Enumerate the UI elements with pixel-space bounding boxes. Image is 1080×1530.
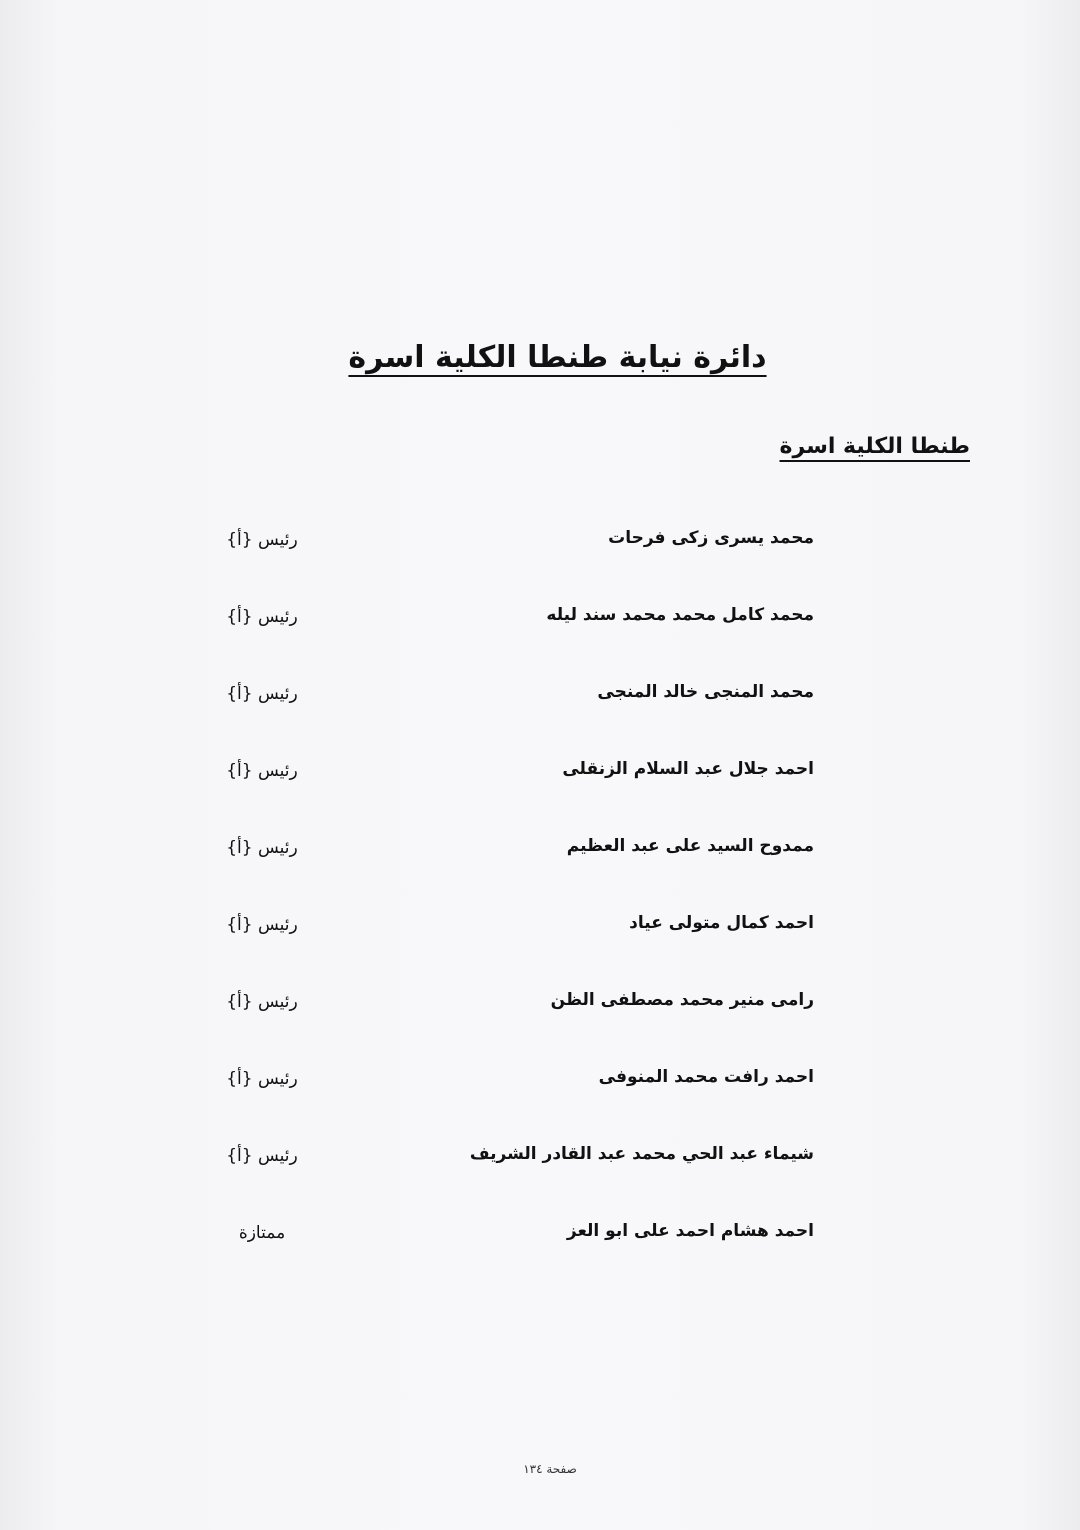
list-item bbox=[0, 759, 1080, 836]
page-number: صفحة ١٣٤ bbox=[523, 1462, 577, 1476]
member-rank: رئيس {أ} bbox=[226, 992, 298, 1012]
member-rank: رئيس {أ} bbox=[226, 530, 298, 550]
list-item bbox=[0, 1067, 1080, 1144]
member-name: محمد يسرى زكى فرحات bbox=[608, 528, 814, 548]
member-name: احمد رافت محمد المنوفى bbox=[598, 1067, 814, 1087]
member-name: رامى منير محمد مصطفى الظن bbox=[550, 990, 814, 1010]
list-item bbox=[0, 836, 1080, 913]
member-rank: رئيس {أ} bbox=[226, 1146, 298, 1166]
member-name: احمد هشام احمد على ابو العز bbox=[566, 1221, 814, 1241]
members-list bbox=[0, 528, 1080, 1298]
list-item bbox=[0, 528, 1080, 605]
list-item bbox=[0, 913, 1080, 990]
section-heading: طنطا الكلية اسرة bbox=[779, 434, 970, 459]
list-item bbox=[0, 1221, 1080, 1298]
member-name: محمد المنجى خالد المنجى bbox=[597, 682, 814, 702]
member-rank: رئيس {أ} bbox=[226, 838, 298, 858]
list-item bbox=[0, 682, 1080, 759]
member-rank: ممتازة bbox=[238, 1223, 286, 1243]
list-item bbox=[0, 1144, 1080, 1221]
list-item bbox=[0, 605, 1080, 682]
member-rank: رئيس {أ} bbox=[226, 915, 298, 935]
member-name: شيماء عبد الحي محمد عبد القادر الشريف bbox=[469, 1144, 814, 1164]
member-rank: رئيس {أ} bbox=[226, 761, 298, 781]
document-title: دائرة نيابة طنطا الكلية اسرة bbox=[348, 340, 767, 375]
member-name: ممدوح السيد على عبد العظيم bbox=[566, 836, 814, 856]
member-name: احمد جلال عبد السلام الزنقلى bbox=[562, 759, 814, 779]
list-item bbox=[0, 990, 1080, 1067]
member-rank: رئيس {أ} bbox=[226, 1069, 298, 1089]
member-name: محمد كامل محمد محمد سند ليله bbox=[546, 605, 814, 625]
member-name: احمد كمال متولى عياد bbox=[629, 913, 814, 933]
member-rank: رئيس {أ} bbox=[226, 684, 298, 704]
member-rank: رئيس {أ} bbox=[226, 607, 298, 627]
